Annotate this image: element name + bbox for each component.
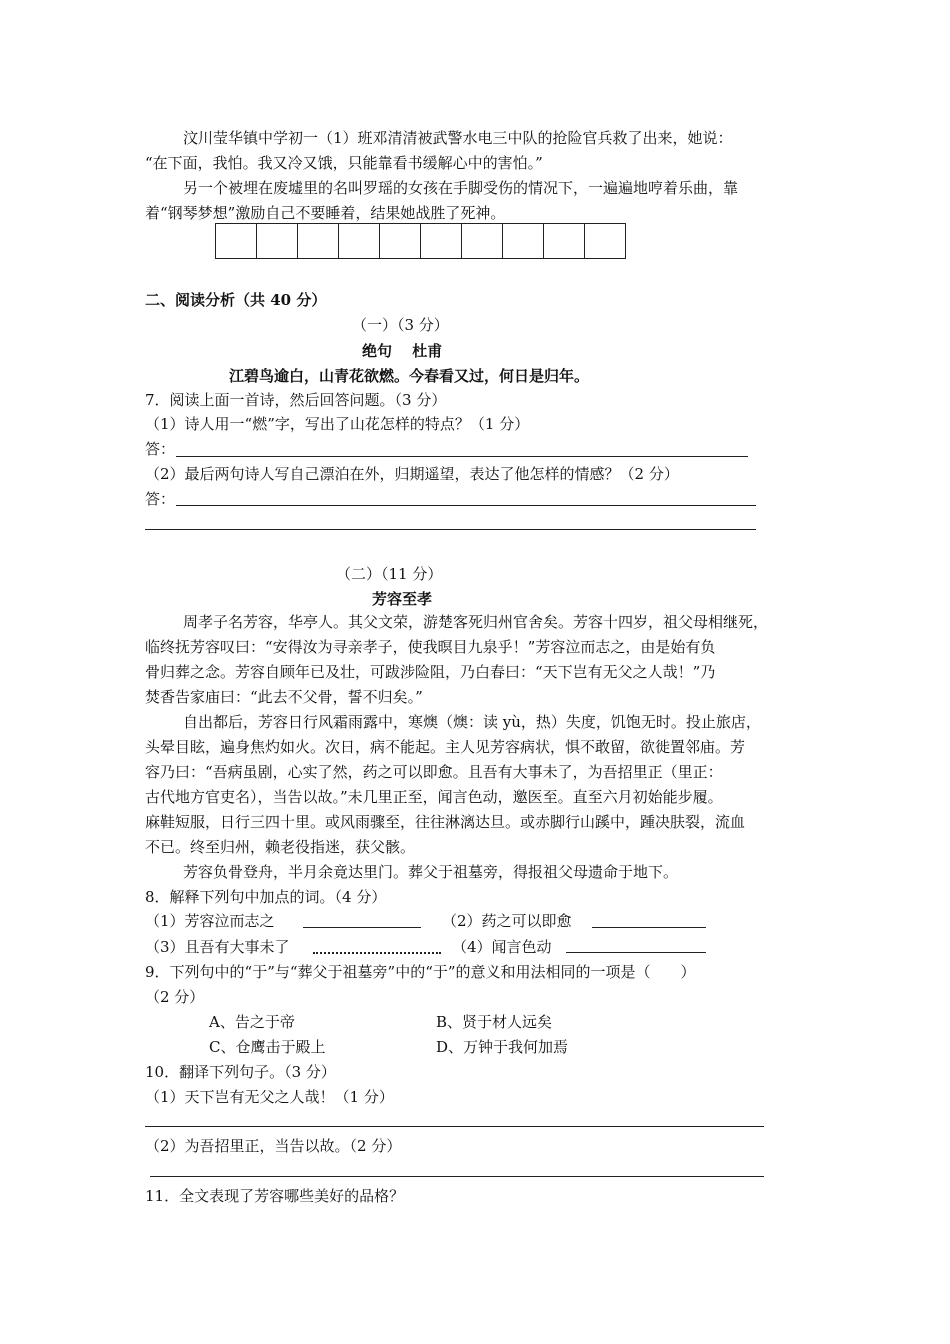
article-line: 自出都后，芳容日行风霜雨露中，寒燠（燠：读 yù，热）失度，饥饱无时。投止旅店， (183, 713, 761, 731)
grid-cell[interactable] (297, 223, 339, 259)
question-11: 11．全文表现了芳容哪些美好的品格？ (145, 1187, 405, 1205)
question-9-points: （2 分） (145, 988, 205, 1006)
answer-line[interactable] (176, 505, 756, 506)
poem-text: 江碧鸟逾白，山青花欲燃。今春看又过，何日是归年。 (229, 367, 590, 385)
answer-blank[interactable] (592, 927, 706, 928)
article-line: 古代地方官吏名），当告以故。”未几里正至，闻言色动，邀医至。直至六月初始能步履。 (145, 788, 723, 806)
intro-paragraph-2-line-2: 着“钢琴梦想”激励自己不要睡着，结果她战胜了死神。 (145, 204, 506, 222)
grid-cell[interactable] (215, 223, 257, 259)
grid-cell[interactable] (502, 223, 544, 259)
article-line: 麻鞋短服，日行三四十里。或风雨骤至，往往淋漓达旦。或赤脚行山蹊中，踵决肤裂，流血 (145, 813, 746, 831)
answer-line[interactable] (176, 456, 748, 457)
article-line: 临终抚芳容叹曰：“安得汝为寻亲孝子，使我暝目九泉乎！”芳容泣而志之，由是始有负 (145, 638, 716, 656)
article-line: 容乃曰：“吾病虽剧，心实了然，药之可以即愈。且吾有大事未了，为吾招里正（里正： (145, 763, 723, 781)
question-7: 7．阅读上面一首诗，然后回答问题。（3 分） (145, 391, 447, 409)
answer-blank[interactable] (566, 952, 706, 953)
article-title: 芳容至孝 (372, 590, 433, 608)
option-c[interactable]: C、仓鹰击于殿上 (209, 1038, 326, 1056)
article-line: 不已。终至归州，赖老役指迷，获父骸。 (145, 838, 416, 856)
question-7-1: （1）诗人用一“燃”字，写出了山花怎样的特点？（1 分） (145, 415, 530, 433)
grid-cell[interactable] (420, 223, 462, 259)
question-8-1: （1）芳容泣而志之 (145, 912, 275, 930)
question-9: 9．下列句中的“于”与“葬父于祖墓旁”中的“于”的意义和用法相同的一项是（ ） (145, 963, 696, 981)
part-2-heading: （二）（11 分） (336, 565, 443, 583)
grid-cell[interactable] (379, 223, 421, 259)
section-heading: 二、阅读分析（共 40 分） (145, 291, 327, 309)
option-a[interactable]: A、告之于帝 (209, 1013, 295, 1031)
option-b[interactable]: B、贤于材人远矣 (436, 1013, 553, 1031)
question-10: 10．翻译下列句子。（3 分） (145, 1063, 336, 1081)
question-8-2: （2）药之可以即愈 (442, 912, 572, 930)
intro-paragraph-1-line-2: “在下面，我怕。我又冷又饿，只能靠看书缓解心中的害怕。” (145, 154, 543, 172)
grid-cell[interactable] (338, 223, 380, 259)
question-8: 8．解释下列句中加点的词。（4 分） (145, 888, 387, 906)
poem-title: 绝句 杜甫 (362, 342, 443, 360)
answer-label: 答： (145, 490, 176, 508)
grid-cell[interactable] (584, 223, 626, 259)
article-line: 周孝子名芳容，华亭人。其父文荣，游楚客死归州官舍矣。芳容十四岁，祖父母相继死， (183, 613, 769, 631)
part-1-heading: （一）（3 分） (352, 316, 449, 334)
answer-grid[interactable] (215, 223, 626, 259)
question-8-4: （4）闻言色动 (452, 938, 552, 956)
answer-blank-dotted[interactable] (313, 952, 441, 954)
question-10-2: （2）为吾招里正，当告以故。（2 分） (145, 1137, 402, 1155)
question-10-1: （1）天下岂有无父之人哉！（1 分） (145, 1088, 394, 1106)
answer-line[interactable] (145, 1126, 764, 1127)
article-line: 焚香告家庙曰：“此去不父骨，誓不归矣。” (145, 688, 423, 706)
article-line: 头晕目眩，遍身焦灼如火。次日，病不能起。主人见芳容病状，惧不敢留，欲徙置邻庙。芳 (145, 738, 746, 756)
question-7-2: （2）最后两句诗人写自己漂泊在外，归期遥望，表达了他怎样的情感？（2 分） (145, 465, 679, 483)
grid-cell[interactable] (543, 223, 585, 259)
intro-paragraph-2-line-1: 另一个被埋在废墟里的名叫罗瑶的女孩在手脚受伤的情况下，一遍遍地哼着乐曲，靠 (183, 179, 739, 197)
question-8-3: （3）且吾有大事未了 (145, 938, 290, 956)
answer-line[interactable] (145, 529, 756, 530)
option-d[interactable]: D、万钟于我何加焉 (436, 1038, 569, 1056)
article-line: 芳容负骨登舟，半月余竟达里门。葬父于祖墓旁，得报祖父母遗命于地下。 (183, 863, 679, 881)
article-line: 骨归葬之念。芳容自顾年已及壮，可跋涉险阻，乃白春曰：“天下岂有无父之人哉！”乃 (145, 663, 716, 681)
grid-cell[interactable] (256, 223, 298, 259)
answer-label: 答： (145, 440, 176, 458)
intro-paragraph-1-line-1: 汶川莹华镇中学初一（1）班邓清清被武警水电三中队的抢险官兵救了出来，她说： (183, 129, 733, 147)
grid-cell[interactable] (461, 223, 503, 259)
answer-line[interactable] (150, 1176, 764, 1177)
answer-blank[interactable] (303, 927, 421, 928)
